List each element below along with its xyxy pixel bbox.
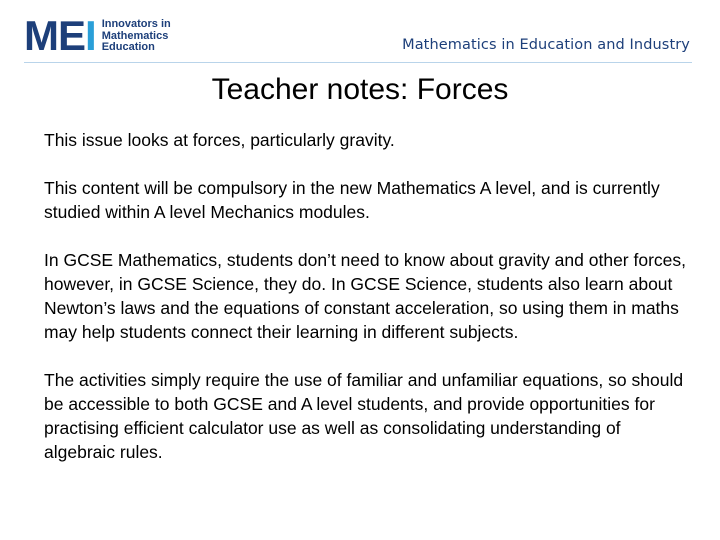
mei-logo	[24, 12, 171, 59]
paragraph-3: In GCSE Mathematics, students don’t need to know about gravity and other forces, however, in GCSE Science, they do. In GCSE Science, students also learn about Newton’s laws and the equations of constant acceleration, so using them in maths may help students connect their learning in different subjects.	[44, 250, 687, 342]
logo-letter-e: E	[58, 12, 86, 59]
paragraph-1: This issue looks at forces, particularly gravity.	[44, 130, 395, 150]
paragraph-4: The activities simply require the use of familiar and unfamiliar equations, so should be accessible to both GCSE and A level students, and provide opportunities for practising efficient calculator use as well as consolidating understanding of algebraic rules.	[44, 370, 684, 462]
header-divider	[24, 62, 692, 63]
page-title: Teacher notes: Forces	[211, 73, 509, 106]
tagline-line-3: Education	[101, 41, 155, 53]
logo-letter-i: I	[85, 12, 96, 59]
logo-tagline	[102, 19, 171, 54]
logo-letter-m: M	[24, 12, 58, 59]
tagline-line-1: Innovators in	[101, 18, 171, 30]
tagline-line-2: Mathematics	[101, 29, 169, 42]
body-text	[44, 128, 694, 488]
logo-mark	[24, 12, 96, 59]
header-title: Mathematics in Education and Industry	[402, 37, 690, 53]
header	[0, 0, 720, 64]
paragraph-2: This content will be compulsory in the new Mathematics A level, and is currently studied within A level Mechanics modules.	[44, 178, 660, 222]
